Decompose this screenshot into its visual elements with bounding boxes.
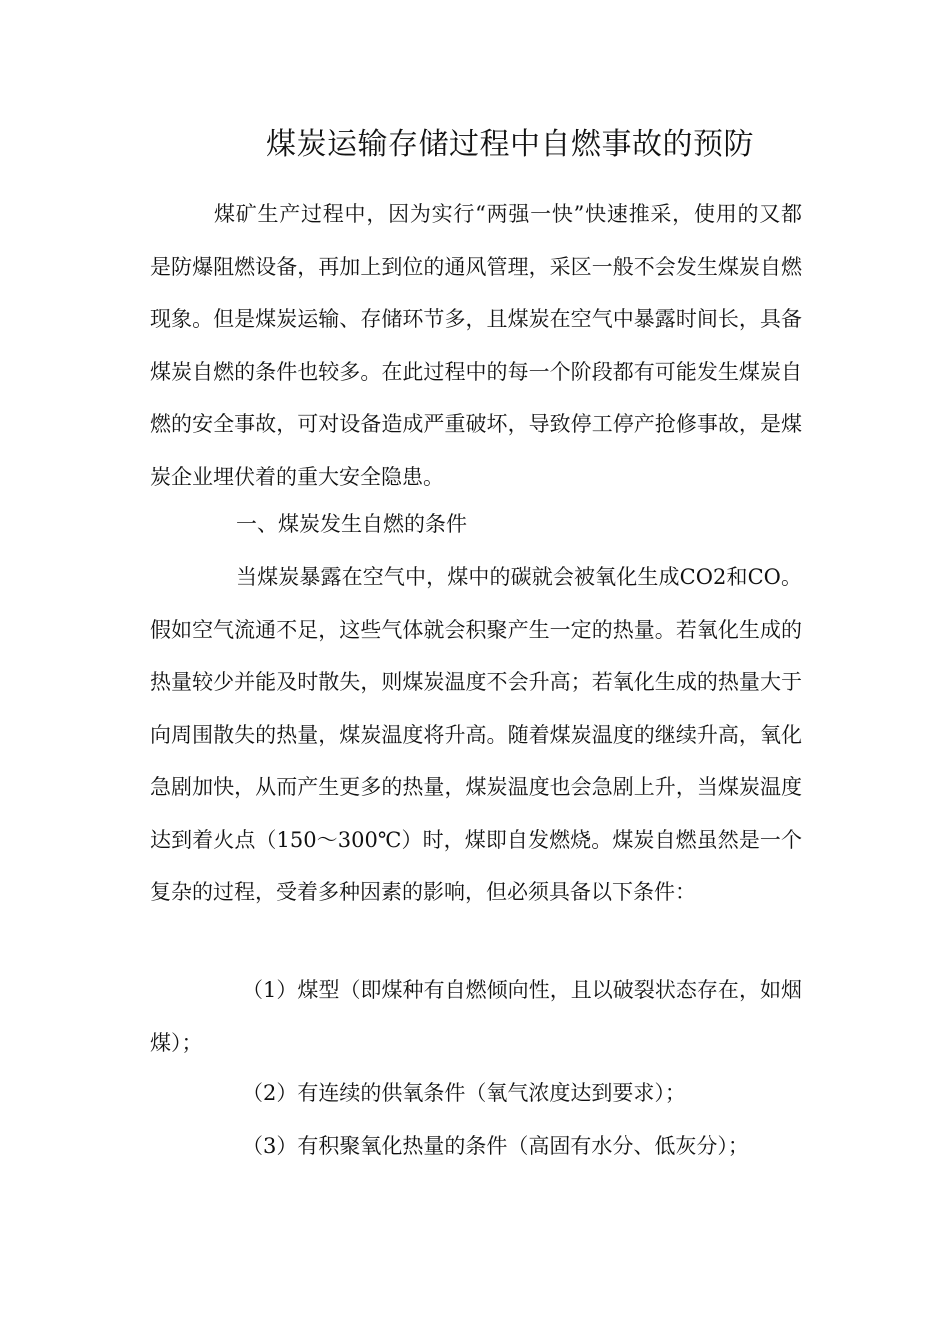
conditions-paragraph: 当煤炭暴露在空气中，煤中的碳就会被氧化生成CO2和CO。假如空气流通不足，这些气体就会积聚产生一定的热量。若氧化生成的热量较少并能及时散失，则煤炭温度不会升高；若氧化生成的热量大于向周围散失的热量，煤炭温度将升高。随着煤炭温度的继续升高，氧化急剧加快，从而产生更多的热量，煤炭温度也会急剧上升，当煤炭温度达到着火点（150～300℃）时，煤即自发燃烧。煤炭自燃虽然是一个复杂的过程，受着多种因素的影响，但必须具备以下条件： — [150, 565, 802, 904]
condition-item-3: （3）有积聚氧化热量的条件（高固有水分、低灰分）； — [242, 1134, 749, 1158]
condition-item-2: （2）有连续的供氧条件（氧气浓度达到要求）； — [242, 1081, 686, 1105]
document-title: 煤炭运输存储过程中自燃事故的预防 — [266, 127, 754, 162]
intro-paragraph: 煤矿生产过程中，因为实行“两强一快”快速推采，使用的又都是防爆阻燃设备，再加上到位的通风管理，采区一般不会发生煤炭自燃现象。但是煤炭运输、存储环节多，且煤炭在空气中暴露时间长，具备煤炭自燃的条件也较多。在此过程中的每一个阶段都有可能发生煤炭自燃的安全事故，可对设备造成严重破坏，导致停工停产抢修事故，是煤炭企业埋伏着的重大安全隐患。 — [150, 202, 802, 489]
section-heading-conditions: 一、煤炭发生自燃的条件 — [236, 512, 467, 536]
condition-item-1: （1）煤型（即煤种有自燃倾向性，且以破裂状态存在，如烟煤）； — [150, 978, 802, 1055]
